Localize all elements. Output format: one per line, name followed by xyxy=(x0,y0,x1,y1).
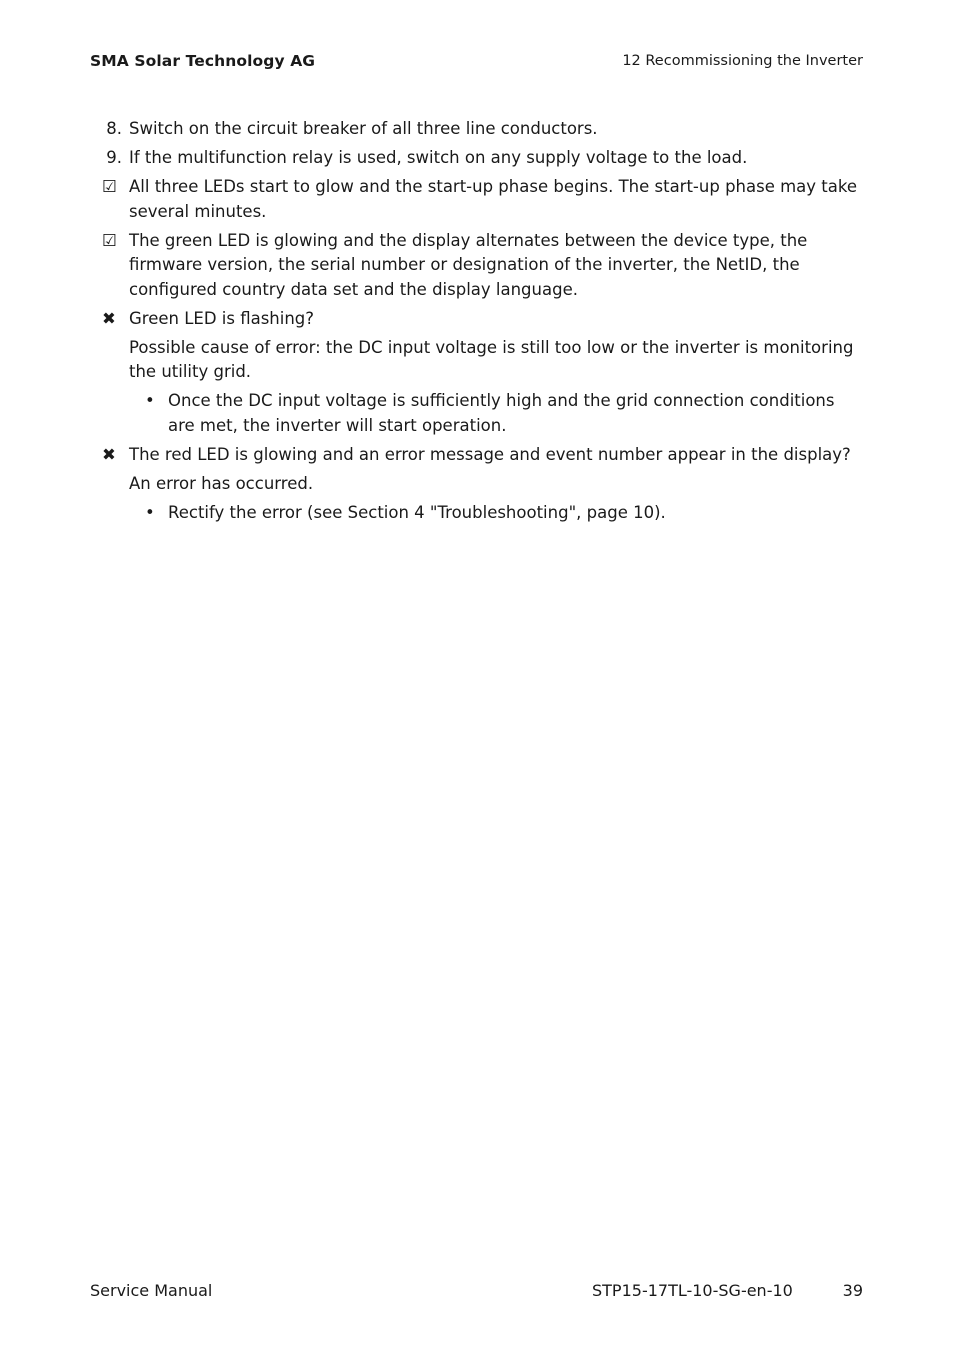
result-text: All three LEDs start to glow and the start-up phase begins. The start-up phase may take several minutes. xyxy=(129,177,857,221)
error-action-item xyxy=(90,501,865,526)
step-item xyxy=(90,117,865,142)
step-number: 9. xyxy=(106,148,122,167)
result-item xyxy=(90,229,865,303)
error-cause: Possible cause of error: the DC input voltage is still too low or the inverter is monitoring the utility grid. xyxy=(129,337,854,381)
error-action-text: Rectify the error (see Section 4 "Troubleshooting", page 10). xyxy=(168,502,666,522)
result-text: The green LED is glowing and the display alternates between the device type, the firmware version, the serial number or designation of the inverter, the NetID, the configured country data set and the display language. xyxy=(129,230,808,299)
bullet-icon: • xyxy=(145,391,155,410)
error-item xyxy=(90,443,865,468)
step-text: Switch on the circuit breaker of all three line conductors. xyxy=(129,119,598,138)
page-number: 39 xyxy=(842,1281,863,1300)
checkbox-checked-icon: ☑ xyxy=(102,177,117,196)
error-item xyxy=(90,307,865,332)
result-item xyxy=(90,175,865,224)
cross-icon: ✖ xyxy=(102,308,116,328)
bullet-icon: • xyxy=(145,502,155,522)
page-content xyxy=(90,117,865,530)
error-cause: An error has occurred. xyxy=(129,473,314,493)
error-action-item xyxy=(90,389,865,438)
checkbox-checked-icon: ☑ xyxy=(102,230,117,250)
step-item xyxy=(90,146,865,171)
step-number: 8. xyxy=(106,119,122,138)
error-question: Green LED is flashing? xyxy=(129,308,315,328)
header-section-title: 12 Recommissioning the Inverter xyxy=(622,53,863,69)
error-question: The red LED is glowing and an error message and event number appear in the display? xyxy=(129,444,851,464)
header-company: SMA Solar Technology AG xyxy=(90,52,316,70)
footer-doc-code: STP15-17TL-10-SG-en-10 xyxy=(592,1281,793,1300)
step-text: If the multifunction relay is used, switch on any supply voltage to the load. xyxy=(129,148,748,167)
footer-doc-type: Service Manual xyxy=(90,1281,213,1300)
cross-icon: ✖ xyxy=(102,444,116,464)
error-action-text: Once the DC input voltage is sufficiently high and the grid connection conditions are met, the inverter will start operation. xyxy=(168,391,835,435)
